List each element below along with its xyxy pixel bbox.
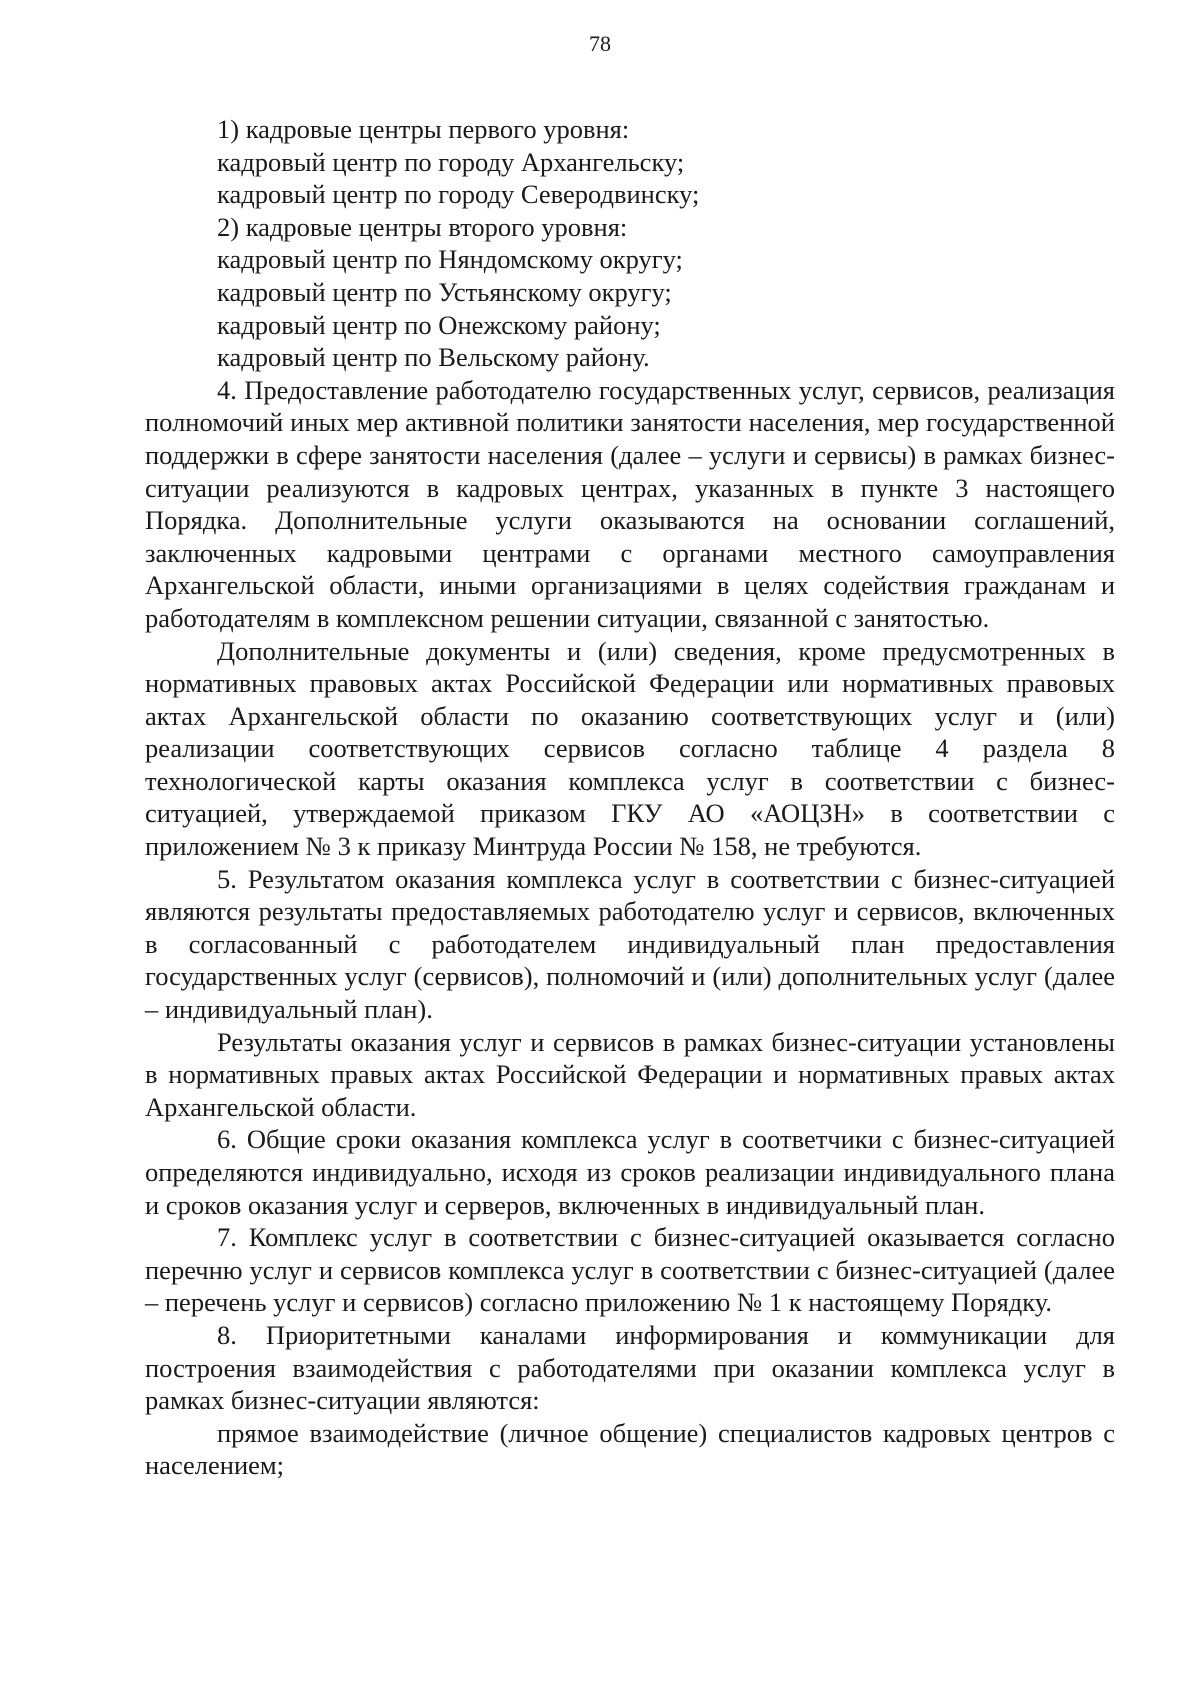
paragraph-additional-documents: Дополнительные документы и (или) сведения, кроме предусмотренных в нормативных правовых актах Российской Федерации или нормативных правовых актах Архангельской области по оказанию соответствующих услуг и (или) реализации соответствующих сервисов согласно таблице 4 раздела 8 технологической карты оказания комплекса услуг в соответствии с бизнес-ситуацией, утверждаемой приказом ГКУ АО «АОЦЗН» в соответствии с приложением № 3 к приказу Минтруда России № 158, не требуются. [145, 635, 1115, 862]
list-line: кадровый центр по Онежскому району; [217, 309, 661, 340]
paragraph-item-7: 7. Комплекс услуг в соответствии с бизнес-ситуацией оказывается согласно перечню услуг и сервисов комплекса услуг в соответствии с бизнес-ситуацией (далее – перечень услуг и сервисов) согласно приложению № 1 к настоящему Порядку. [145, 1222, 1115, 1318]
paragraph-item-5: 5. Результатом оказания комплекса услуг в соответствии с бизнес-ситуацией являются результаты предоставляемых работодателю услуг и сервисов, включенных в согласованный с работодателем индивидуальный план предоставления государственных услуг (сервисов), полномочий и (или) дополнительных услуг (далее – индивидуальный план). [145, 863, 1115, 1025]
list-line: кадровый центр по городу Архангельску; [217, 146, 685, 177]
list-line: 1) кадровые центры первого уровня: [217, 114, 630, 144]
list-line: кадровый центр по Устьянскому округу; [217, 276, 672, 307]
list-line: кадровый центр по Няндомскому округу; [217, 244, 683, 275]
list-line: кадровый центр по Вельскому району. [217, 342, 650, 373]
paragraph-direct-interaction: прямое взаимодействие (личное общение) специалистов кадровых центров с населением; [145, 1417, 1115, 1481]
list-line: кадровый центр по городу Северодвинску; [217, 179, 700, 210]
paragraph-item-4: 4. Предоставление работодателю государственных услуг, сервисов, реализация полномочий иных мер активной политики занятости населения, мер государственной поддержки в сфере занятости населения (далее – услуги и сервисы) в рамках бизнес-ситуации реализуются в кадровых центрах, указанных в пункте 3 настоящего Порядка. Дополнительные услуги оказываются на основании соглашений, заключенных кадровыми центрами с органами местного самоуправления Архангельской области, иными организациями в целях содействия гражданам и работодателям в комплексном решении ситуации, связанной с занятостью. [145, 374, 1115, 633]
list-line: 2) кадровые центры второго уровня: [217, 211, 628, 242]
paragraph-item-6: 6. Общие сроки оказания комплекса услуг в соответчики с бизнес-ситуацией определяются индивидуально, исходя из сроков реализации индивидуального плана и сроков оказания услуг и серверов, включенных в индивидуальный план. [145, 1124, 1115, 1220]
document-body [145, 113, 1115, 1482]
page-number: 78 [589, 31, 611, 56]
paragraph-item-8: 8. Приоритетными каналами информирования и коммуникации для построения взаимодействия с работодателями при оказании комплекса услуг в рамках бизнес-ситуации являются: [145, 1319, 1115, 1416]
paragraph-results: Результаты оказания услуг и сервисов в рамках бизнес-ситуации установлены в нормативных правых актах Российской Федерации и нормативных правых актах Архангельской области. [145, 1026, 1115, 1122]
